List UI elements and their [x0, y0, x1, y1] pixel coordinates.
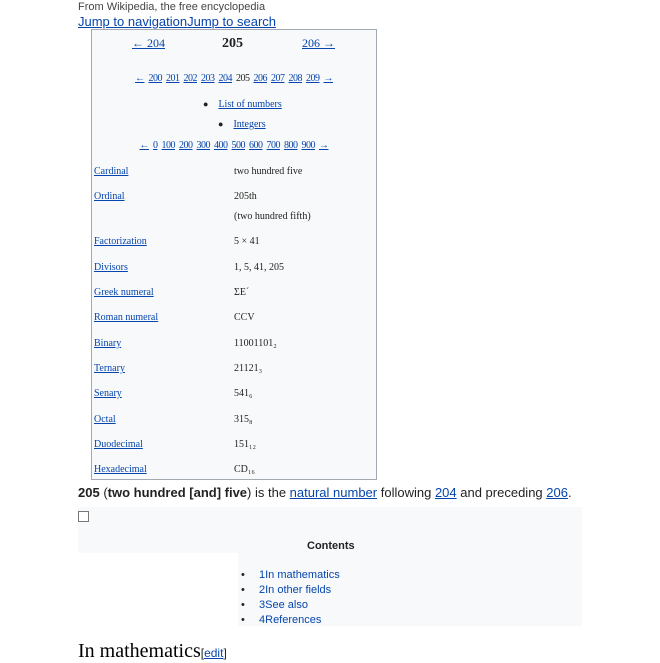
octal-label[interactable]: Octal	[94, 414, 116, 425]
toc-item-number: 3	[259, 599, 266, 611]
cardinal-label[interactable]: Cardinal	[94, 166, 129, 177]
lead-text: ) is the	[247, 485, 290, 500]
hundreds-link[interactable]: 800	[284, 140, 298, 151]
lead-text: (	[99, 485, 108, 500]
toc-item-label[interactable]: In other fields	[265, 584, 332, 596]
next-number-link[interactable]: 206 →	[302, 36, 335, 50]
link-204[interactable]: 204	[434, 485, 457, 500]
range-link[interactable]: 201	[166, 73, 180, 84]
toc-item-number: 2	[259, 584, 266, 596]
range-link[interactable]: 207	[271, 73, 285, 84]
greek-numeral-label[interactable]: Greek numeral	[94, 287, 154, 298]
prev-number-link[interactable]: ← 204	[132, 36, 165, 50]
octal-value: 315₈	[234, 414, 253, 425]
senary-value: 541₆	[234, 388, 253, 399]
duodecimal-label[interactable]: Duodecimal	[94, 439, 143, 450]
range-link[interactable]: 204	[218, 73, 232, 84]
jump-to-search-link[interactable]: Jump to search	[187, 14, 276, 29]
hundreds-link[interactable]: 700	[266, 140, 280, 151]
lead-text: and preceding	[456, 485, 547, 500]
list-item	[203, 99, 282, 110]
section-heading-text: In mathematics	[78, 640, 201, 662]
toc-toggle-checkbox[interactable]	[78, 511, 89, 522]
hundreds-link[interactable]: 900	[301, 140, 315, 151]
integers-link[interactable]: Integers	[233, 119, 266, 130]
bullet-icon: ●	[218, 119, 224, 129]
hundreds-nav	[92, 140, 376, 151]
senary-label[interactable]: Senary	[94, 388, 122, 399]
hundreds-link[interactable]: 500	[231, 140, 245, 151]
range-link[interactable]: 206	[253, 73, 267, 84]
roman-numeral-value: CCV	[234, 312, 255, 323]
hundreds-link[interactable]: ←	[139, 140, 149, 151]
link-206[interactable]: 206	[546, 485, 568, 500]
cardinal-value: two hundred five	[234, 166, 303, 177]
greek-numeral-value: ΣΕ´	[234, 287, 250, 298]
hexadecimal-value: CD₁₆	[234, 464, 255, 475]
hundreds-link[interactable]: →	[319, 140, 329, 151]
toc-item[interactable]	[241, 583, 340, 598]
hundreds-link[interactable]: 300	[196, 140, 210, 151]
hundreds-link[interactable]: 0	[153, 140, 158, 151]
range-link[interactable]: 200	[148, 73, 162, 84]
divisors-label[interactable]: Divisors	[94, 262, 128, 273]
current-number: 205	[222, 36, 243, 51]
lead-bold-number: 205	[78, 485, 100, 500]
tagline: From Wikipedia, the free encyclopedia	[78, 1, 266, 13]
lead-text: .	[567, 485, 572, 500]
hundreds-link[interactable]: 200	[179, 140, 193, 151]
toc-item-label[interactable]: References	[265, 614, 322, 626]
list-of-numbers-link[interactable]: List of numbers	[218, 99, 282, 110]
ordinal-label[interactable]: Ordinal	[94, 191, 125, 202]
range-link[interactable]: 209	[306, 73, 320, 84]
table-of-contents	[78, 507, 582, 626]
ordinal-words-value: (two hundred fifth)	[234, 211, 311, 222]
toc-item-label[interactable]: See also	[265, 599, 308, 611]
toc-list	[241, 568, 340, 628]
toc-item-label[interactable]: In mathematics	[265, 569, 340, 581]
roman-numeral-label[interactable]: Roman numeral	[94, 312, 159, 323]
duodecimal-value: 151₁₂	[234, 439, 256, 450]
natural-number-link[interactable]: natural number	[289, 485, 378, 500]
hundreds-link[interactable]: 100	[161, 140, 175, 151]
range-link[interactable]: ←	[135, 73, 145, 84]
ternary-label[interactable]: Ternary	[94, 363, 125, 374]
number-infobox	[91, 29, 377, 480]
toc-item[interactable]	[241, 598, 340, 613]
toc-item[interactable]	[241, 568, 340, 583]
divisors-value: 1, 5, 41, 205	[234, 262, 284, 273]
hexadecimal-label[interactable]: Hexadecimal	[94, 464, 147, 475]
jump-to-navigation-link[interactable]: Jump to navigation	[78, 14, 188, 29]
jump-links	[78, 14, 276, 29]
range-link[interactable]: 203	[201, 73, 215, 84]
range-link[interactable]: 208	[288, 73, 302, 84]
toc-blank-area	[78, 553, 238, 626]
ternary-value: 21121₃	[234, 363, 263, 374]
toc-item[interactable]	[241, 613, 340, 628]
binary-value: 11001101₂	[234, 338, 277, 349]
lead-paragraph	[78, 485, 572, 500]
lead-text: following	[377, 485, 435, 500]
number-range-nav	[92, 73, 376, 84]
range-current: 205	[236, 73, 250, 84]
edit-section	[201, 646, 227, 660]
hundreds-link[interactable]: 600	[249, 140, 263, 151]
hundreds-link[interactable]: 400	[214, 140, 228, 151]
factorization-value: 5 × 41	[234, 236, 260, 247]
toc-item-number: 1	[259, 569, 266, 581]
ordinal-value: 205th	[234, 191, 257, 202]
range-link[interactable]: →	[323, 73, 333, 84]
lead-bold-words: two hundred [and] five	[107, 485, 248, 500]
edit-bracket: [	[200, 646, 205, 660]
toc-title: Contents	[307, 540, 355, 552]
range-link[interactable]: 202	[183, 73, 197, 84]
bullet-icon: ●	[203, 99, 209, 109]
factorization-label[interactable]: Factorization	[94, 236, 147, 247]
toc-item-number: 4	[259, 614, 266, 626]
edit-bracket: ]	[223, 646, 227, 660]
binary-label[interactable]: Binary	[94, 338, 122, 349]
edit-link[interactable]: edit	[204, 646, 224, 660]
list-item	[218, 119, 266, 130]
